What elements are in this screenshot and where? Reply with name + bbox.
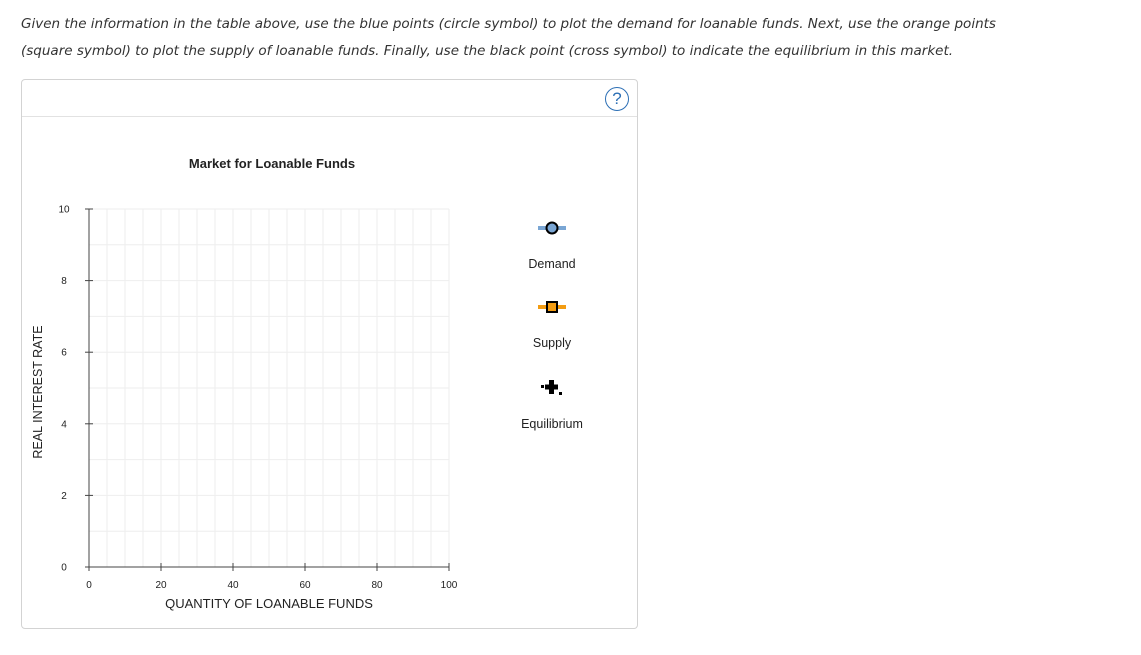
x-tick-label: 100 [440, 580, 458, 591]
y-tick-label: 2 [61, 490, 67, 502]
chart-title: Market for Loanable Funds [188, 156, 356, 171]
chart-grid [89, 209, 449, 567]
x-tick-label: 60 [299, 580, 311, 591]
legend-equilibrium[interactable] [502, 378, 602, 431]
question-mark-icon: ? [612, 89, 622, 108]
legend-equilibrium-label: Equilibrium [521, 417, 583, 431]
legend-supply-label: Supply [532, 336, 572, 350]
legend-demand-label: Demand [528, 257, 576, 271]
cross-point-icon [532, 378, 572, 396]
legend-supply[interactable] [502, 299, 602, 350]
y-tick-label: 8 [61, 276, 67, 288]
instructions-line-1: Given the information in the table above, use the blue points (circle symbol) to plot the demand for loanable funds. Next, use the orange points [21, 16, 996, 32]
y-tick-label: 6 [61, 347, 67, 359]
y-tick-label: 10 [58, 204, 70, 216]
circle-point-icon [532, 220, 572, 236]
y-tick-label: 4 [61, 419, 67, 431]
square-point-icon [532, 299, 572, 315]
x-axis-label: QUANTITY OF LOANABLE FUNDS [165, 596, 373, 611]
x-tick-label: 0 [86, 580, 92, 591]
x-tick-label: 20 [155, 580, 167, 591]
x-tick-label: 80 [371, 580, 383, 591]
legend-demand[interactable] [502, 220, 602, 271]
graph-panel [21, 79, 638, 629]
y-axis-label: REAL INTEREST RATE [31, 325, 45, 459]
chart-ticks [58, 205, 457, 592]
x-tick-label: 40 [227, 580, 239, 591]
instructions-line-2: (square symbol) to plot the supply of loanable funds. Finally, use the black point (cross symbol) to indicate the equilibrium in this market. [21, 43, 954, 59]
instructions-text [21, 11, 1121, 65]
y-tick-label: 0 [61, 562, 67, 574]
chart-area[interactable] [22, 80, 637, 628]
